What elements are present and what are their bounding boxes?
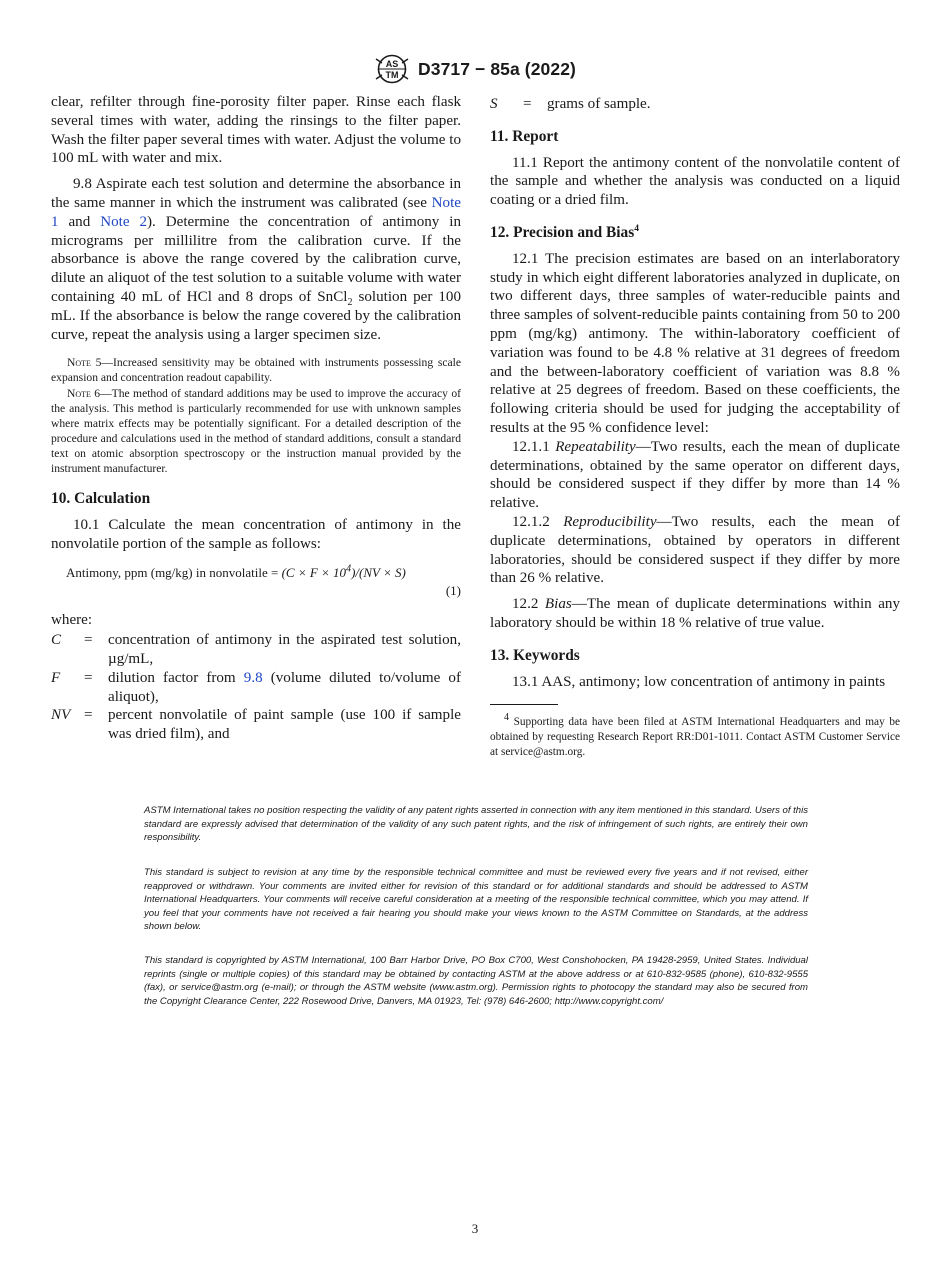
definition-text: grams of sample.: [547, 96, 651, 112]
left-column: [51, 93, 461, 744]
paragraph-13-1: 13.1 AAS, antimony; low concentration of antimony in paints: [512, 673, 886, 690]
variable-definitions-continued: [490, 95, 900, 114]
footnote-4-ref: 4: [634, 223, 639, 234]
definition-row-f: [51, 669, 461, 707]
svg-text:AS: AS: [385, 59, 399, 69]
equation-number: (1): [445, 582, 461, 598]
definition-equals: =: [84, 632, 93, 649]
paragraph-continued: clear, refilter through fine-porosity filter paper. Rinse each flask several times with water, adding the rinsings to the filter paper. Wash the filter paper several times with water. Adjust the volume to 100 mL with water and mix.: [51, 94, 461, 167]
note-1-link[interactable]: Note 1: [51, 194, 461, 230]
right-column: [490, 93, 900, 760]
definition-row-nv: [51, 706, 461, 744]
definition-row-c: [51, 631, 461, 669]
paragraph-9-8-text-c: solution per 100 mL. If the absorbance is below the range covered by the calibration curve, repeat the analysis using a larger specimen size.: [51, 288, 461, 343]
page-number: 3: [471, 1221, 479, 1236]
section-12-title-text: 12. Precision and Bias: [490, 223, 635, 241]
section-11-title: 11. Report: [490, 127, 559, 145]
note-5: [51, 355, 461, 385]
paragraph-12-2: [490, 595, 900, 633]
definition-text-a: dilution factor from: [108, 669, 244, 686]
sncl2-subscript: 2: [347, 296, 353, 308]
paragraph-9-8-and: and: [58, 213, 101, 230]
definition-symbol: C: [51, 632, 62, 649]
note-6-label: Note 6: [67, 386, 101, 400]
page-header: [0, 52, 950, 86]
astm-logo-icon: [374, 53, 410, 85]
paragraph-12-1-1: [490, 438, 900, 513]
section-9-8-link[interactable]: 9.8: [243, 669, 263, 686]
patent-notice: ASTM International takes no position respecting the validity of any patent rights asserted in connection with any item mentioned in this standard. Users of this standard are expressly advised that determination of the validity of any such patent rights, and the risk of infringement of such rights, are entirely their own responsibility.: [144, 805, 808, 843]
section-13-title: 13. Keywords: [490, 646, 580, 664]
bias-term: Bias: [544, 596, 572, 613]
paragraph-12-1: 12.1 The precision estimates are based on an interlaboratory study in which eight different laboratories analyzed in duplicate, on two different days, three samples of water-reducible paints and three samples of solvent-reducible paints containing from 50 to 200 ppm (mg/kg) antimony. The within-laboratory coefficient of variation was found to be 4.8 % relative at 31 degrees of freedom and the between-laboratory coefficient of variation was 8.8 % relative at 25 degrees of freedom. Based on these coefficients, the following criteria should be used for judging the acceptability of results at the 95 % confidence level:: [490, 250, 900, 436]
section-12-title: [490, 224, 900, 243]
equation-rhs-a: (C × F × 10: [281, 564, 347, 580]
paragraph-9-8-text-b: ). Determine the concentration of antimony in micrograms per millilitre from the calibration curve. If the absorbance is above the range covered by the calibration curve, dilute an aliquot of the test solution to a suitable volume with water containing 40 mL of HCl and 8 drops of SnCl: [51, 213, 462, 305]
definition-equals: =: [523, 96, 532, 112]
footnote-4-text: Supporting data have been filed at ASTM International Headquarters and may be obtained by requesting Research Report RR:D01-1011. Contact ASTM Customer Service at service@astm.org.: [490, 716, 900, 759]
paragraph-12-1-2: [490, 513, 900, 588]
revision-notice: This standard is subject to revision at any time by the responsible technical committee and must be reviewed every five years and if not revised, either reapproved or withdrawn. Your comments are invited either for revision of this standard or for additional standards and should be addressed to ASTM International Headquarters. Your comments will receive careful consideration at a meeting of the responsible technical committee, which you may attend. If you feel that your comments have not received a fair hearing you should make your views known to the ASTM Committee on Standards, at the address shown below.: [144, 867, 808, 932]
equation-1: [51, 564, 461, 600]
equation-body: [51, 564, 461, 582]
paragraph-12-2-text: —The mean of duplicate determinations within any laboratory should be within 18 % relative of true value.: [490, 596, 900, 631]
paragraph-9-8-text-a: 9.8 Aspirate each test solution and determine the absorbance in the same manner in which the instrument was calibrated (see: [51, 176, 461, 211]
paragraph-10-1: 10.1 Calculate the mean concentration of antimony in the nonvolatile portion of the sample as follows:: [51, 516, 461, 552]
note-5-text: —Increased sensitivity may be obtained with instruments possessing scale expansion and concentration readout capability.: [51, 356, 461, 385]
paragraph-9-8: [51, 175, 461, 344]
definition-text: [108, 669, 461, 707]
note-2-link[interactable]: Note 2: [100, 213, 148, 230]
definition-symbol: NV: [51, 707, 71, 724]
reproducibility-term: Reproducibility: [563, 513, 657, 530]
footnote-divider: [490, 704, 558, 705]
definition-symbol: S: [490, 96, 498, 112]
note-6: [51, 386, 461, 477]
where-label: where:: [51, 611, 93, 628]
paragraph-12-1-1-number: 12.1.1: [512, 438, 556, 455]
repeatability-term: Repeatability: [555, 438, 636, 455]
definition-row-s: [490, 95, 900, 114]
footnote-4: [490, 712, 900, 760]
variable-definitions: [51, 631, 461, 744]
paragraph-11-1: 11.1 Report the antimony content of the nonvolatile content of the sample and whether the analysis was conducted on a liquid coating or a dried film.: [490, 154, 900, 209]
definition-text: percent nonvolatile of paint sample (use 100 if sample was dried film), and: [108, 707, 461, 743]
equation-exponent: 4: [346, 563, 352, 575]
footnote-4-marker: 4: [504, 712, 509, 724]
copyright-notice: This standard is copyrighted by ASTM International, 100 Barr Harbor Drive, PO Box C700, West Conshohocken, PA 19428-2959, United States. Individual reprints (single or multiple copies) of this standard may be obtained by contacting ASTM at the above address or at 610-832-9585 (phone), 610-832-9555 (fax), or service@astm.org (e-mail); or through the ASTM website (www.astm.org). Permission rights to photocopy the standard may also be secured from the Copyright Clearance Center, 222 Rosewood Drive, Danvers, MA 01923, Tel: (978) 646-2600; http://www.copyright.com/: [144, 955, 808, 1007]
paragraph-12-2-number: 12.2: [512, 596, 545, 613]
document-designation: D3717 − 85a (2022): [418, 58, 576, 79]
section-10-title: 10. Calculation: [51, 490, 151, 508]
svg-text:TM: TM: [385, 70, 399, 80]
definition-text: concentration of antimony in the aspirated test solution, µg/mL,: [108, 632, 461, 668]
definition-symbol: F: [51, 669, 61, 686]
equation-rhs-b: )/(NV × S): [351, 564, 406, 580]
paragraph-12-1-2-text: —Two results, each the mean of duplicate determinations, obtained by operators in different laboratories, should be considered suspect if they differ by more than 26 % relative.: [490, 513, 900, 587]
definition-equals: =: [84, 707, 93, 724]
paragraph-12-1-1-text: —Two results, each the mean of duplicate determinations, obtained by the same operator on different days, should be considered suspect if they differ by more than 14 % relative.: [490, 438, 900, 512]
definition-equals: =: [84, 669, 93, 686]
note-5-label: Note 5: [67, 356, 102, 370]
note-6-text: —The method of standard additions may be used to improve the accuracy of the analysis. This method is particularly recommended for use with unknown samples where matrix effects may be potentially significant. For a detailed description of the procedure and calculations used in the method of standard additions, consult a standard text on atomic absorption spectroscopy or the instruction manual provided by the instrument manufacturer.: [51, 386, 461, 476]
definition-text-b: (volume diluted to/volume of aliquot),: [108, 669, 461, 705]
paragraph-12-1-2-number: 12.1.2: [512, 513, 564, 530]
equation-lhs: Antimony, ppm (mg/kg) in nonvolatile =: [66, 564, 282, 580]
